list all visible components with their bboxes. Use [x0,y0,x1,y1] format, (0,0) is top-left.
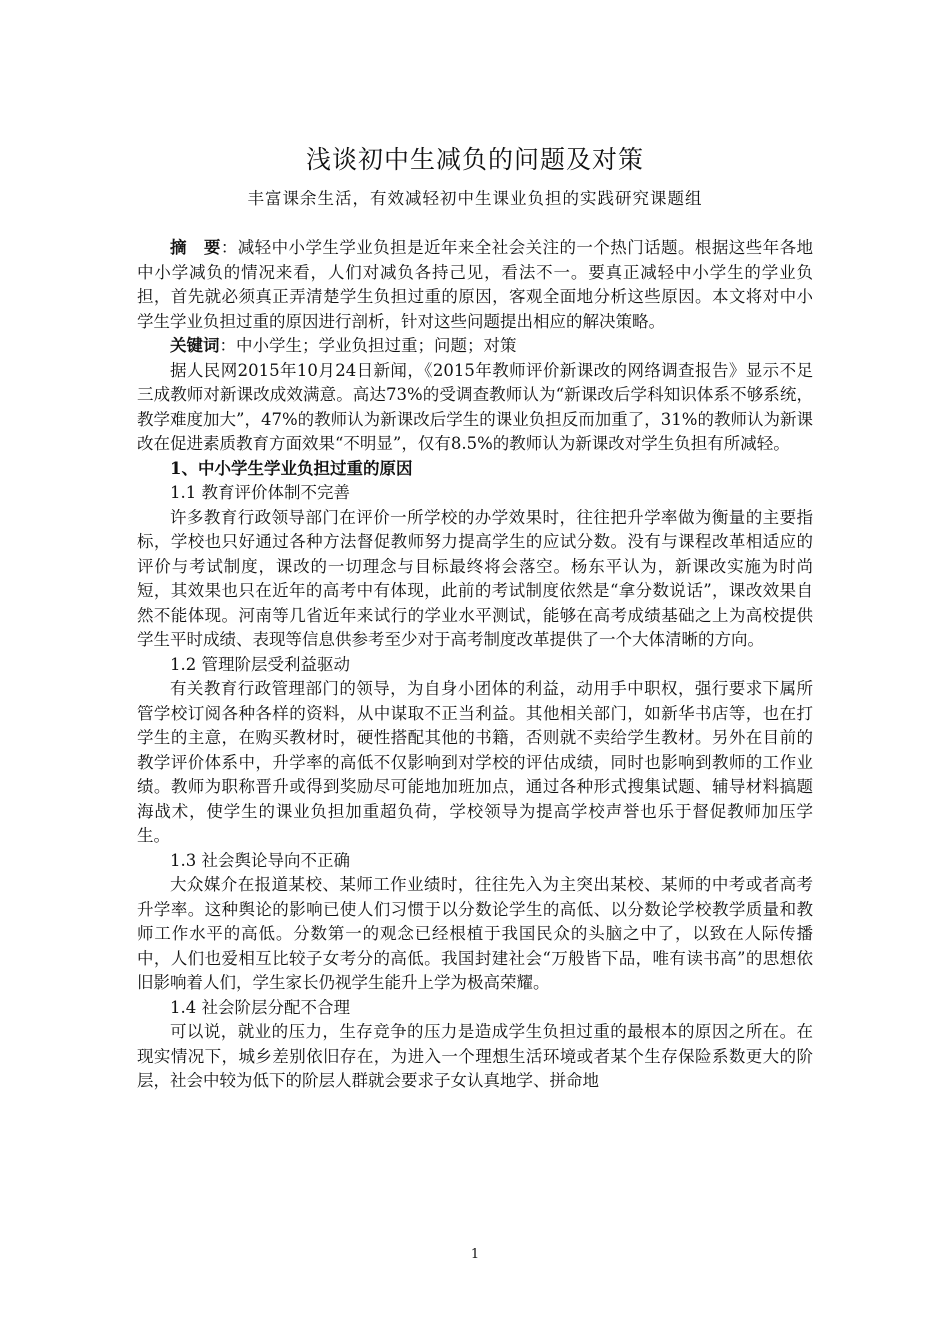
section-1-4-paragraph: 可以说，就业的压力，生存竞争的压力是造成学生负担过重的最根本的原因之所在。在现实情况下，城乡差别依旧存在，为进入一个理想生活环境或者某个生存保险系数更大的阶层，社会中较为低下的阶层人群就会要求子女认真地学、拼命地 [137,1022,813,1090]
section-1-1-heading: 1.1 教育评价体制不完善 [170,483,350,502]
abstract-label: 摘 要 [170,238,221,257]
abstract-text: 减轻中小学生学业负担是近年来全社会关注的一个热门话题。根据这些年各地中小学减负的情况来看，人们对减负各持己见，看法不一。要真正减轻中小学生的学业负担，首先就必须真正弄清楚学生负担过重的原因，客观全面地分析这些原因。本文将对中小学生学业负担过重的原因进行剖析，针对这些问题提出相应的解决策略。 [137,238,814,331]
document-subtitle: 丰富课余生活，有效减轻初中生课业负担的实践研究课题组 [247,189,703,208]
keywords-text: 中小学生；学业负担过重；问题；对策 [236,336,517,355]
keywords-separator: ： [219,336,236,355]
abstract-separator: ： [220,238,238,257]
section-1-3-paragraph: 大众媒介在报道某校、某师工作业绩时，往往先入为主突出某校、某师的中考或者高考升学率。这种舆论的影响已使人们习惯于以分数论学生的高低、以分数论学校教学质量和教师工作水平的高低。分数第一的观念已经根植于我国民众的头脑之中了，以致在人际传播中，人们也爱相互比较子女考分的高低。我国封建社会“万般皆下品，唯有读书高”的思想依旧影响着人们，学生家长仍视学生能升上学为极高荣耀。 [137,875,813,992]
section-1-2-heading: 1.2 管理阶层受利益驱动 [170,654,350,674]
section-1-2-paragraph: 有关教育行政管理部门的领导，为自身小团体的利益，动用手中职权，强行要求下属所管学校订阅各种各样的资料，从中谋取不正当利益。其他相关部门，如新华书店等，也在打学生的主意，在购买教材时，硬性搭配其他的书籍，否则就不卖给学生教材。另外在目前的教学评价体系中，升学率的高低不仅影响到对学校的评估成绩，同时也影响到教师的工作业绩。教师为职称晋升或得到奖励尽可能地加班加点，通过各种形式搜集试题、辅导材料搞题海战术，使学生的课业负担加重超负荷，学校领导为提高学校声誉也乐于督促教师加压学生。 [137,679,813,845]
abstract-paragraph [137,236,813,334]
keywords-paragraph [137,334,813,359]
section-1-4-heading: 1.4 社会阶层分配不合理 [170,997,350,1017]
page-number: 1 [470,1247,480,1262]
document-body [137,236,813,1094]
section-1-1-paragraph: 许多教育行政领导部门在评价一所学校的办学效果时，往往把升学率做为衡量的主要指标，学校也只好通过各种方法督促教师努力提高学生的应试分数。没有与课程改革相适应的评价与考试制度，课改的一切理念与目标最终将会落空。杨东平认为，新课改实施为时尚短，其效果也只在近年的高考中有体现，此前的考试制度依然是“拿分数说话”，课改效果自然不能体现。河南等几省近年来试行的学业水平测试，能够在高考成绩基础之上为高校提供学生平时成绩、表现等信息供参考至少对于高考制度改革提供了一个大体清晰的方向。 [137,507,813,649]
document-title: 浅谈初中生减负的问题及对策 [305,145,644,174]
section-1-3-heading: 1.3 社会舆论导向不正确 [170,850,350,870]
section-1-heading: 1、中小学生学业负担过重的原因 [170,458,413,478]
intro-paragraph: 据人民网2015年10月24日新闻，《2015年教师评价新课改的网络调查报告》显示不足三成教师对新课改成效满意。高达73%的受调查教师认为“新课改后学科知识体系不够系统，教学难度加大”，47%的教师认为新课改后学生的课业负担反而加重了，31%的教师认为新课改在促进素质教育方面效果“不明显”，仅有8.5%的教师认为新课改对学生负担有所减轻。 [137,360,813,453]
keywords-label: 关键词 [170,336,220,355]
